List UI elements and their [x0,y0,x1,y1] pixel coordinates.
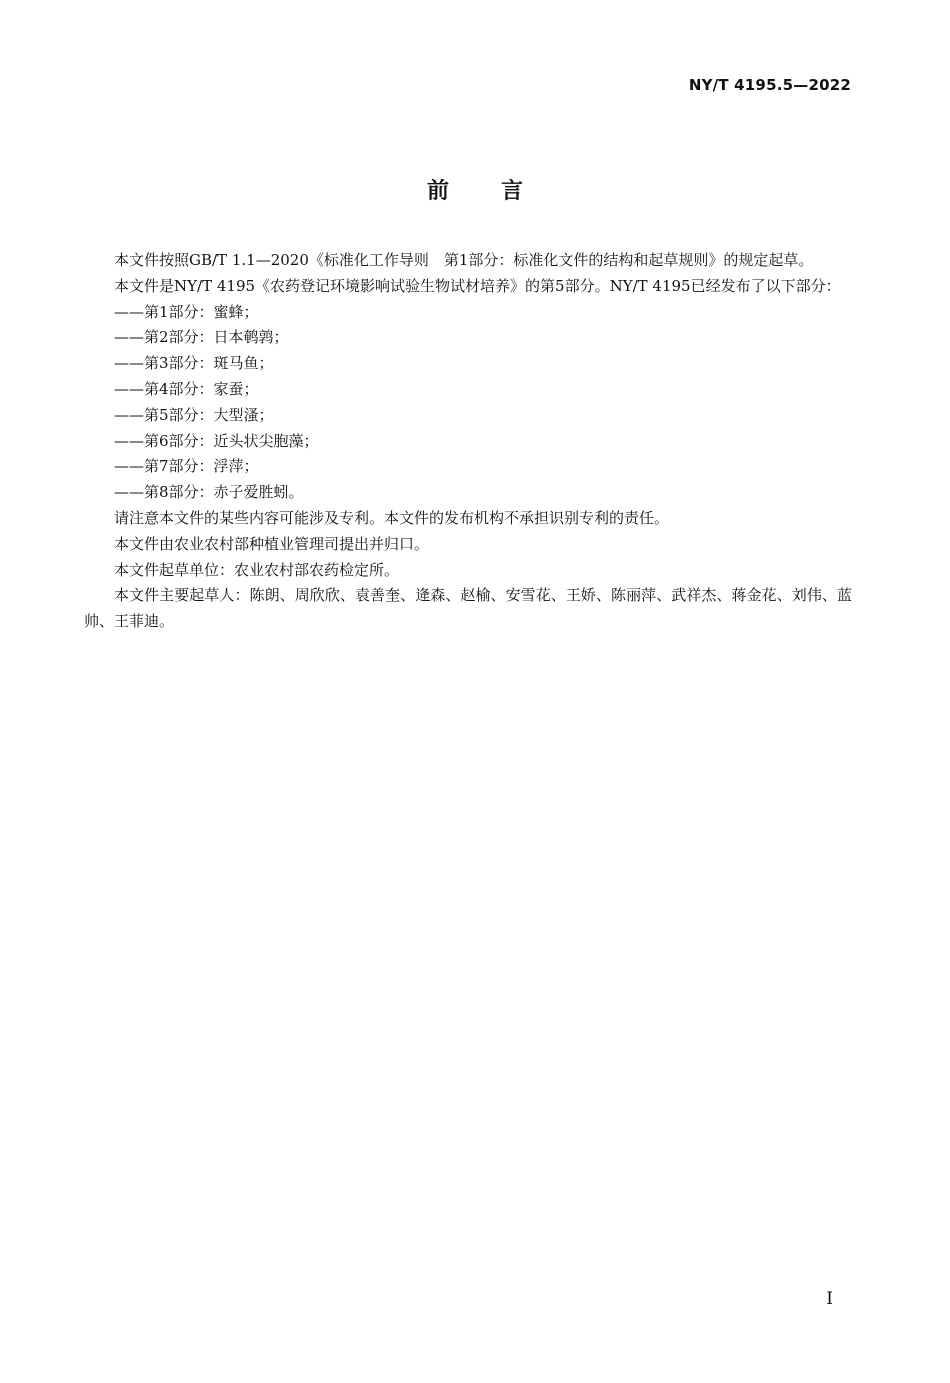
paragraph-drafting-unit: 本文件起草单位：农业农村部农药检定所。 [114,560,400,579]
list-item: ——第7部分：浮萍； [114,457,259,476]
list-item: ——第6部分：近头状尖胞藻； [114,431,319,450]
paragraph-drafting-rules: 本文件按照GB/T 1.1—2020《标准化工作导则 第1部分：标准化文件的结构和起草规则》的规定起草。 [114,251,814,269]
paragraph-proposer: 本文件由农业农村部种植业管理司提出并归口。 [114,534,430,553]
list-item: ——第5部分：大型溞； [114,405,274,424]
paragraph-series-intro: 本文件是NY/T 4195《农药登记环境影响试验生物试材培养》的第5部分。NY/T 4195已经发布了以下部分： [114,276,841,295]
document-body [84,248,852,635]
paragraph-patent-notice: 请注意本文件的某些内容可能涉及专利。本文件的发布机构不承担识别专利的责任。 [114,508,670,527]
list-item: ——第4部分：家蚕； [114,379,259,398]
list-item: ——第8部分：赤子爱胜蚓。 [114,483,304,502]
document-code: NY/T 4195.5—2022 [688,76,851,94]
parts-list [84,300,852,506]
list-item: ——第3部分：斑马鱼； [114,354,274,373]
page-number: I [826,1289,833,1309]
list-item: ——第1部分：蜜蜂； [114,302,259,321]
list-item: ——第2部分：日本鹌鹑； [114,328,289,347]
page-title: 前言 [426,179,575,204]
paragraph-drafters: 本文件主要起草人：陈朗、周欣欣、袁善奎、逄森、赵榆、安雪花、王娇、陈丽萍、武祥杰、蒋金花、刘伟、蓝帅、王菲迪。 [84,586,852,631]
